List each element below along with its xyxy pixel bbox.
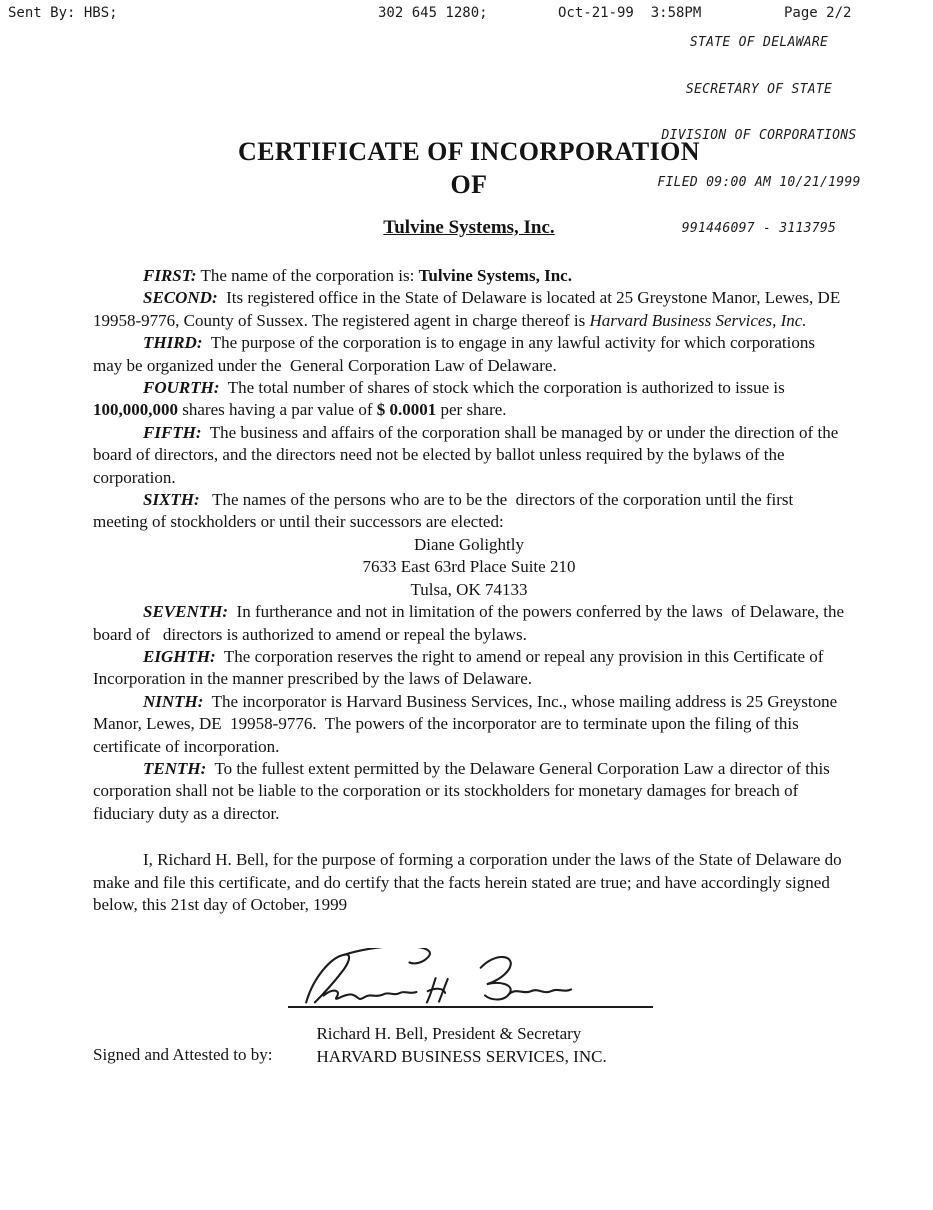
article-seventh: SEVENTH: In furtherance and not in limitation of the powers conferred by the laws of Delaware, the board of directors is authorized to amend or repeal the bylaws. xyxy=(93,602,849,644)
handwritten-signature-icon xyxy=(294,948,624,1010)
fax-datetime: Oct-21-99 3:58PM xyxy=(558,5,702,21)
article-tenth: TENTH: To the fullest extent permitted by the Delaware General Corporation Law a director of this corporation shall not be liable to the corporation or its stockholders for monetary damages for breach of fiduciary duty as a director. xyxy=(93,758,835,823)
closing-paragraph: I, Richard H. Bell, for the purpose of forming a corporation under the laws of the State of Delaware do make and file this certificate, and do certify that the facts herein stated are true; and have accordingly signed below, this 21st day of October, 1999 xyxy=(93,850,846,914)
signature-line xyxy=(288,948,653,1008)
article-fifth: FIFTH: The business and affairs of the corporation shall be managed by or under the direction of the board of directors, and the directors need not be elected by ballot unless required by the bylaws of the corporation. xyxy=(93,422,843,487)
fax-sent-by: Sent By: HBS; xyxy=(8,5,118,21)
signer-company: HARVARD BUSINESS SERVICES, INC. xyxy=(316,1047,607,1067)
director-city: Tulsa, OK 74133 xyxy=(410,579,528,599)
article-fourth: FOURTH: The total number of shares of stock which the corporation is authorized to issue is 100,000,000 shares having a par value of $ 0.0001 per share. xyxy=(93,378,790,420)
fax-page-indicator: Page 2/2 xyxy=(784,5,852,21)
article-sixth: SIXTH: The names of the persons who are to be the directors of the corporation until the first meeting of stockholders or until their successors are elected: xyxy=(93,490,798,532)
articles-text xyxy=(93,265,849,1068)
article-first: FIRST: The name of the corporation is: Tulvine Systems, Inc. xyxy=(143,266,572,285)
stamp-line-state: STATE OF DELAWARE xyxy=(689,35,829,50)
stamp-line-division: DIVISION OF CORPORATIONS xyxy=(661,128,857,143)
signature-area xyxy=(288,948,653,1068)
title-line-1: CERTIFICATE OF INCORPORATION xyxy=(238,137,700,166)
stamp-line-filing-number: 991446097 - 3113795 xyxy=(681,221,837,236)
stamp-line-filed: FILED 09:00 AM 10/21/1999 xyxy=(657,174,861,190)
article-third: THIRD: The purpose of the corporation is to engage in any lawful activity for which corporations may be organized under the General Corporation Law of Delaware. xyxy=(93,333,820,375)
article-second: SECOND: Its registered office in the State of Delaware is located at 25 Greystone Manor, Lewes, DE 19958-9776, County of Sussex. The registered agent in charge thereof is Harvard Business Services, Inc. xyxy=(93,288,845,330)
company-name: Tulvine Systems, Inc. xyxy=(383,217,555,238)
stamp-line-secretary: SECRETARY OF STATE xyxy=(685,81,833,97)
article-eighth: EIGHTH: The corporation reserves the right to amend or repeal any provision in this Certificate of Incorporation in the manner prescribed by the laws of Delaware. xyxy=(93,646,828,689)
signature-block xyxy=(93,948,845,1068)
fax-phone-number: 302 645 1280; xyxy=(378,5,488,21)
signature-label: Signed and Attested to by: xyxy=(93,1044,273,1064)
director-street: 7633 East 63rd Place Suite 210 xyxy=(362,557,576,577)
article-ninth: NINTH: The incorporator is Harvard Business Services, Inc., whose mailing address is 25 Greystone Manor, Lewes, DE 19958-9776. The powers of the incorporator are to terminate upon the filing of this certificate of incorporation. xyxy=(93,691,842,756)
director-name: Diane Golightly xyxy=(413,534,524,554)
signer-name-title: Richard H. Bell, President & Secretary xyxy=(316,1024,582,1044)
title-line-2: OF xyxy=(450,170,488,199)
document-title xyxy=(93,135,845,201)
